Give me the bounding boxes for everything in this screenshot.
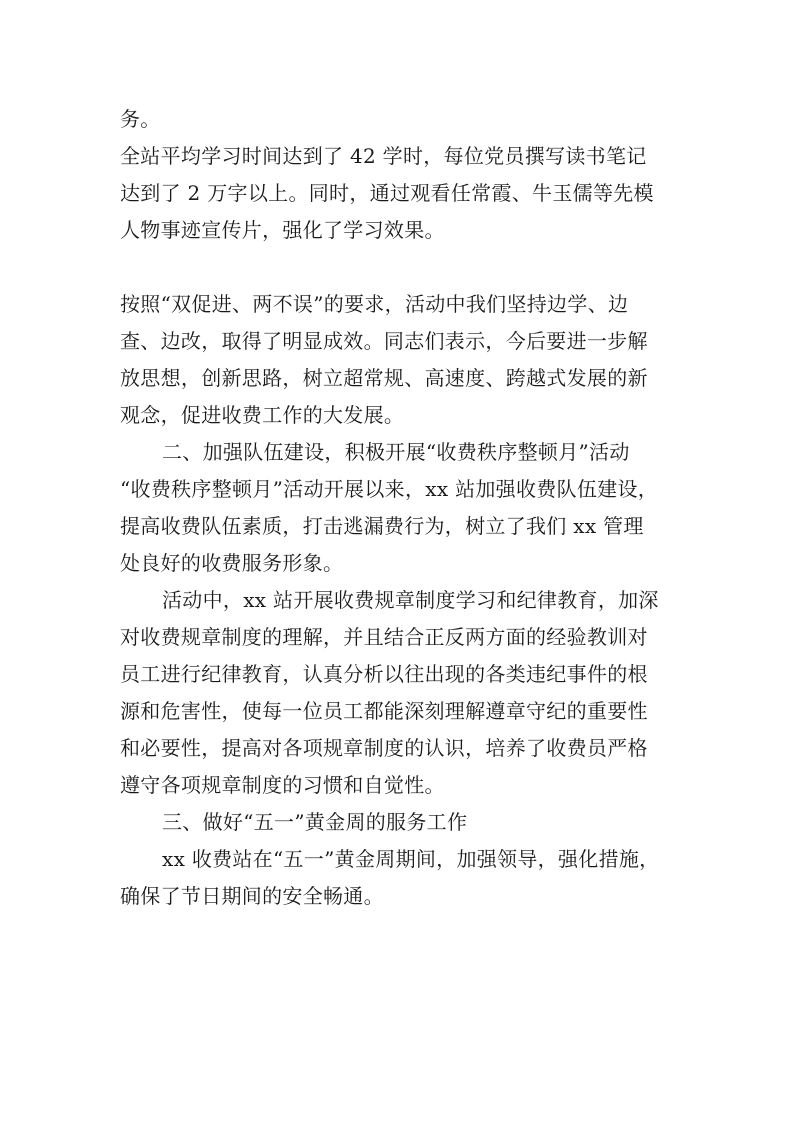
text-line: 对收费规章制度的理解，并且结合正反两方面的经验教训对	[120, 625, 648, 649]
text-line: 确保了节日期间的安全畅通。	[120, 884, 384, 908]
paragraph-gap	[120, 249, 676, 286]
section-heading: 二、加强队伍建设，积极开展“收费秩序整顿月”活动	[162, 440, 630, 464]
section-heading: 三、做好“五一”黄金周的服务工作	[162, 810, 468, 834]
text-line: 提高收费队伍素质，打击逃漏费行为，树立了我们 xx 管理	[120, 514, 644, 538]
text-line: 放思想，创新思路，树立超常规、高速度、跨越式发展的新	[120, 366, 648, 390]
text-line: 处良好的收费服务形象。	[120, 551, 344, 575]
text-line: 员工进行纪律教育，认真分析以往出现的各类违纪事件的根	[120, 662, 648, 686]
text-line: 务。	[120, 107, 161, 131]
text-line: 活动中，xx 站开展收费规章制度学习和纪律教育，加深	[162, 588, 659, 612]
text-line: 达到了 2 万字以上。同时，通过观看任常霞、牛玉儒等先模	[120, 181, 654, 205]
text-line: 查、边改，取得了明显成效。同志们表示，今后要进一步解	[120, 329, 648, 353]
text-line: 源和危害性，使每一位员工都能深刻理解遵章守纪的重要性	[120, 699, 648, 723]
text-line: 按照“双促进、两不误”的要求，活动中我们坚持边学、边	[120, 292, 629, 316]
text-line: 全站平均学习时间达到了 42 学时，每位党员撰写读书笔记	[120, 144, 647, 168]
text-line: “收费秩序整顿月”活动开展以来，xx 站加强收费队伍建设，	[120, 477, 659, 501]
text-line: 遵守各项规章制度的习惯和自觉性。	[120, 773, 445, 797]
text-line: 观念，促进收费工作的大发展。	[120, 403, 405, 427]
text-line: 和必要性，提高对各项规章制度的认识，培养了收费员严格	[120, 736, 648, 760]
text-line: xx 收费站在“五一”黄金周期间，加强领导，强化措施，	[162, 847, 660, 871]
document-body	[120, 101, 676, 915]
text-line: 人物事迹宣传片，强化了学习效果。	[120, 218, 445, 242]
